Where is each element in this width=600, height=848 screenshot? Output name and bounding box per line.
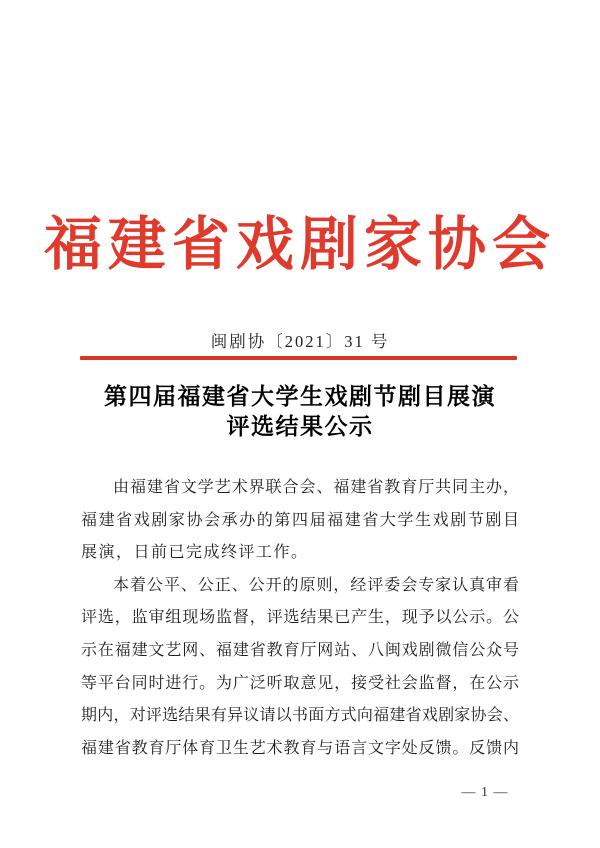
body-line: 由福建省文学艺术界联合会、福建省教育厅共同主办， <box>113 479 519 496</box>
doc-number: 闽剧协〔2021〕31 号 <box>210 332 390 351</box>
body-line: 期内，对评选结果有异议请以书面方式向福建省戏剧家协会、 <box>81 707 519 725</box>
body-line: 本着公平、公正、公开的原则，经评委会专家认真审看 <box>113 576 519 594</box>
doc-title <box>0 382 600 442</box>
body-text <box>81 472 519 765</box>
body-line: 等平台同时进行。为广泛听取意见，接受社会监督，在公示 <box>81 674 519 692</box>
org-title: 福建省戏剧家协会 <box>43 212 556 277</box>
red-divider-rule <box>80 356 517 360</box>
doc-title-line2: 评选结果公示 <box>226 414 374 439</box>
body-line: 展演，日前已完成终评工作。 <box>81 544 309 562</box>
page-number: — 1 — <box>461 785 509 800</box>
body-line: 福建省戏剧家协会承办的第四届福建省大学生戏剧节剧目 <box>81 511 519 529</box>
body-line: 福建省教育厅体育卫生艺术教育与语言文字处反馈。反馈内 <box>81 739 519 757</box>
body-line: 评选，监审组现场监督，评选结果已产生，现予以公示。公 <box>81 609 519 627</box>
doc-title-line1: 第四届福建省大学生戏剧节剧目展演 <box>104 384 496 409</box>
body-line: 示在福建文艺网、福建省教育厅网站、八闽戏剧微信公众号 <box>81 641 519 659</box>
